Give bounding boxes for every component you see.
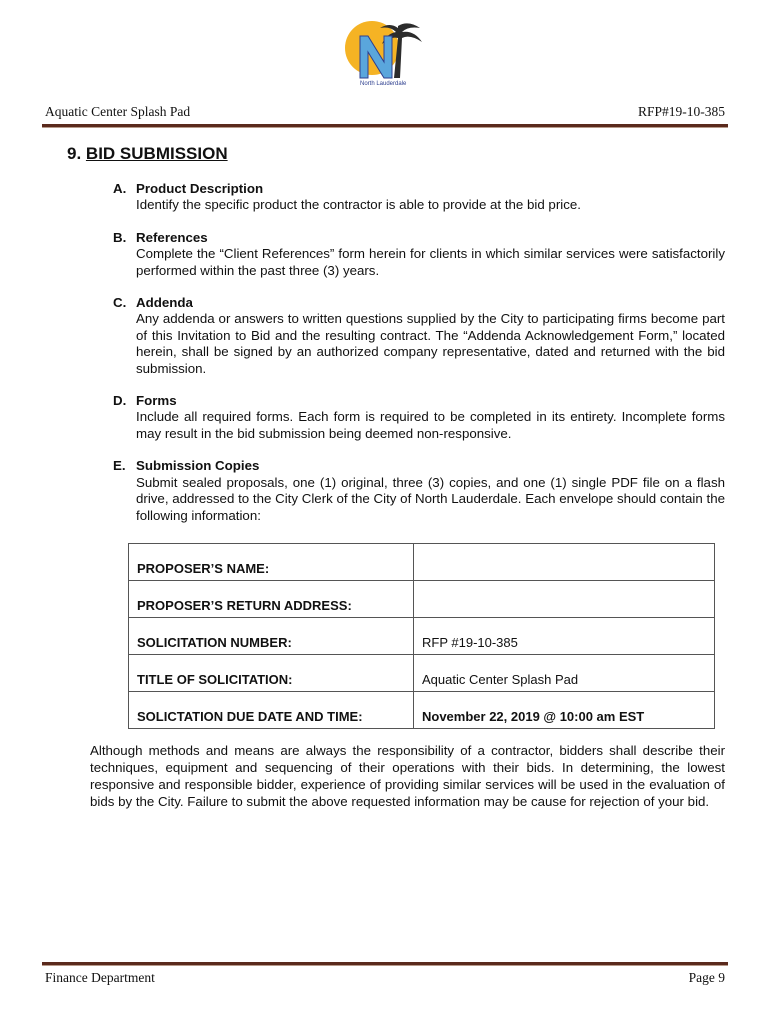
list-item [113, 393, 725, 442]
logo-caption: North Lauderdale [360, 81, 407, 87]
list-item [113, 295, 725, 377]
closing-paragraph: Although methods and means are always the responsibility of a contractor, bidders shall describe their techniques, equipment and sequencing of their operations with their bids. In determining, the lowest responsive and responsible bidder, experience of providing similar services will be used in the evaluation of bids by the City. Failure to submit the above requested information may be cause for rejection of your bid. [90, 743, 725, 809]
header-project-title: Aquatic Center Splash Pad [45, 104, 191, 119]
header-rfp-number: RFP#19-10-385 [637, 104, 725, 119]
item-body: Submit sealed proposals, one (1) original, three (3) copies, and one (1) single PDF file on a flash drive, addressed to the City Clerk of the City of North Lauderdale. Each envelope should contain the following information: [136, 474, 725, 523]
table-value [414, 581, 715, 618]
table-label: PROPOSER’S RETURN ADDRESS: [129, 581, 414, 618]
list-item [113, 458, 725, 524]
item-letter: E. [113, 458, 126, 474]
submission-items [113, 181, 725, 540]
table-label: SOLICITATION NUMBER: [129, 618, 414, 655]
item-letter: A. [113, 181, 127, 196]
item-body: Identify the specific product the contractor is able to provide at the bid price. [136, 197, 581, 213]
section-title [67, 144, 228, 164]
envelope-info-table [128, 543, 715, 729]
table-value: RFP #19-10-385 [414, 618, 715, 655]
item-body: Include all required forms. Each form is required to be completed in its entirety. Incomplete forms may result in the bid submission being deemed non-responsive. [136, 409, 725, 441]
section-number: 9. [67, 144, 82, 163]
table-row [129, 618, 715, 655]
table-row [129, 692, 715, 729]
table-value [414, 544, 715, 581]
list-item [113, 230, 725, 279]
item-heading: Addenda [136, 295, 193, 311]
item-heading: Product Description [136, 181, 264, 196]
table-value: November 22, 2019 @ 10:00 am EST [414, 692, 715, 729]
section-heading: BID SUBMISSION [85, 144, 228, 163]
item-heading: References [136, 229, 208, 245]
table-row [129, 544, 715, 581]
footer-page-number: Page 9 [688, 970, 725, 985]
item-letter: D. [113, 393, 127, 409]
item-letter: B. [113, 229, 127, 245]
table-label: PROPOSER’S NAME: [129, 544, 414, 581]
header-divider [42, 124, 728, 128]
footer-divider [42, 962, 728, 966]
item-body: Complete the “Client References” form herein for clients in which similar services were satisfactorily performed within the past three (3) years. [136, 246, 725, 278]
table-row [129, 655, 715, 692]
item-body: Any addenda or answers to written questions supplied by the City to participating firms become part of this Invitation to Bid and the resulting contract. The “Addenda Acknowledgement Form,” located herein, shall be signed by an authorized company representative, dated and returned with the bid submission. [136, 311, 725, 376]
table-row [129, 581, 715, 618]
table-label: TITLE OF SOLICITATION: [129, 655, 414, 692]
table-value: Aquatic Center Splash Pad [414, 655, 715, 692]
item-heading: Forms [136, 393, 177, 409]
table-label: SOLICTATION DUE DATE AND TIME: [129, 692, 414, 729]
list-item [113, 181, 725, 214]
footer-department: Finance Department [45, 970, 155, 985]
item-letter: C. [113, 295, 127, 311]
item-heading: Submission Copies [136, 458, 260, 474]
